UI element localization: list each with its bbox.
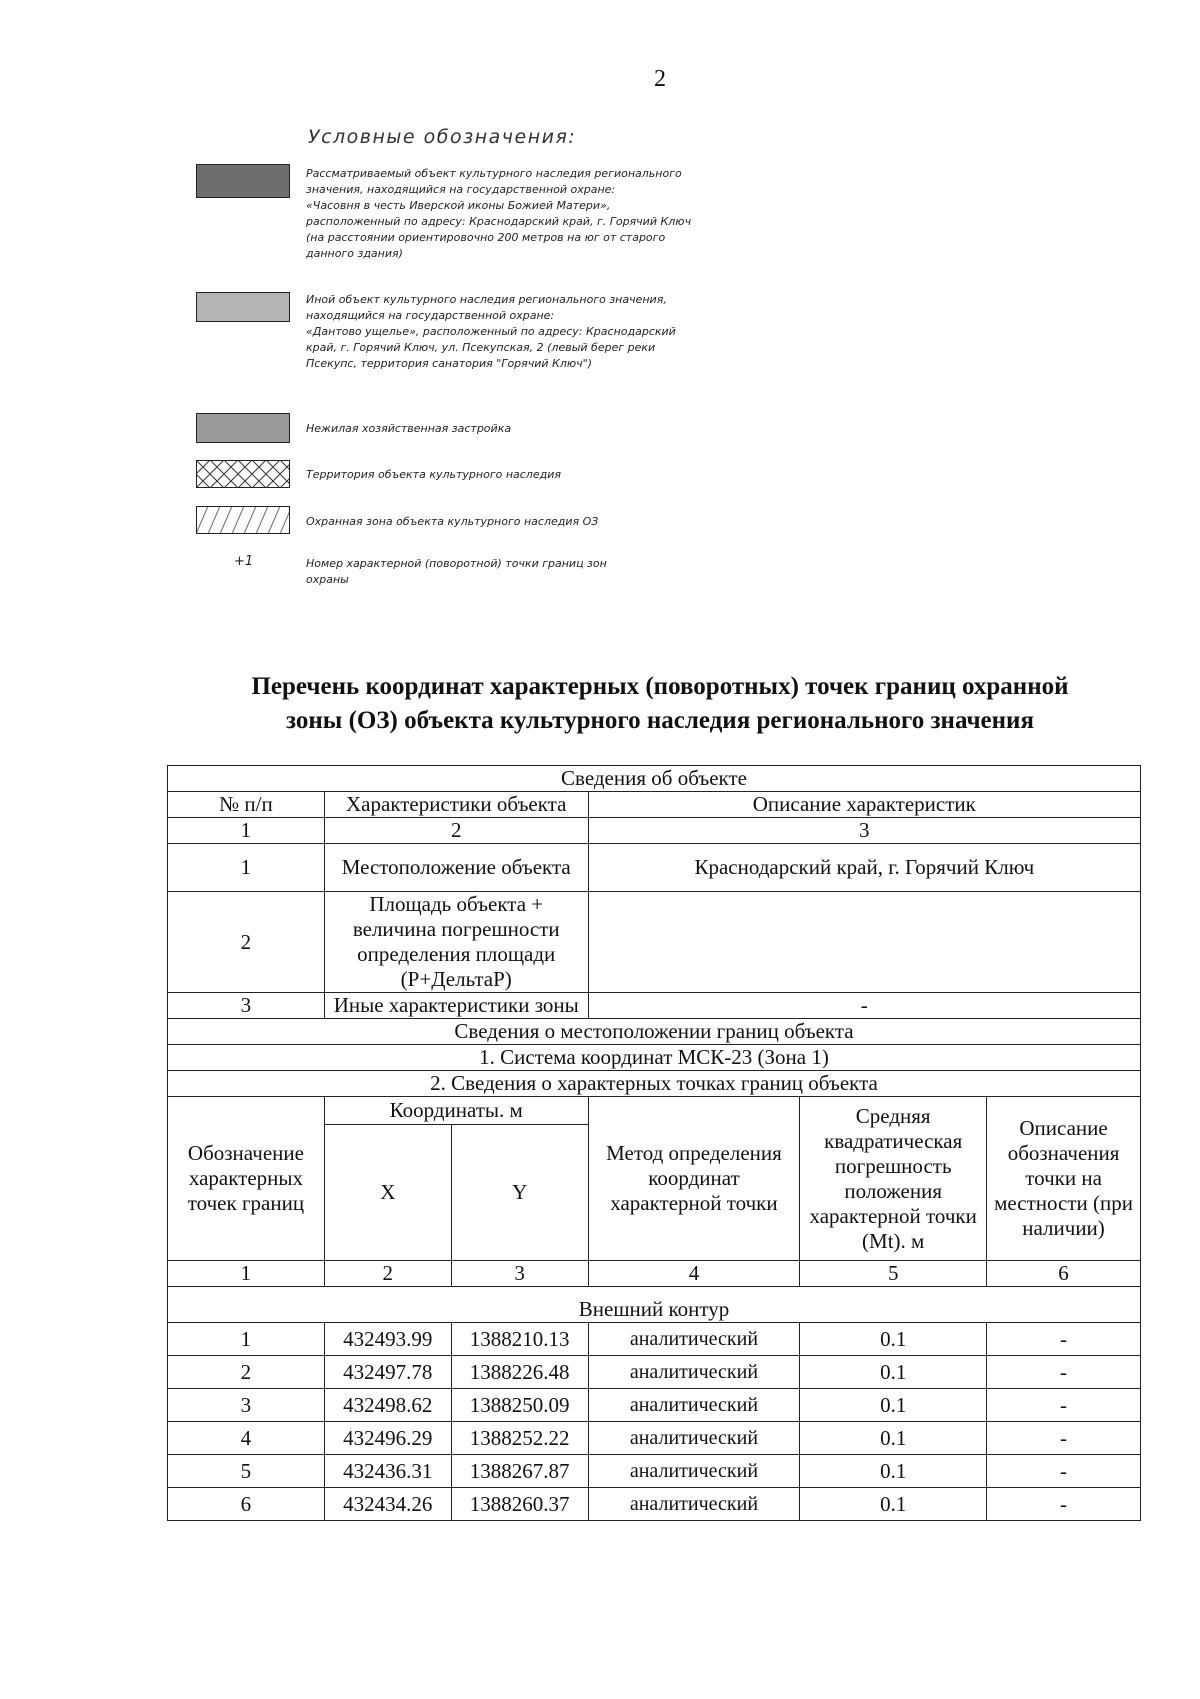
coordinate-x: 432436.31 (324, 1455, 451, 1488)
diagonal-hatch-swatch-icon (196, 506, 290, 534)
table-row (168, 1455, 1141, 1488)
table-cell: 1 (168, 844, 325, 892)
dark-gray-swatch-icon (196, 164, 290, 198)
table-cell: Местоположение объекта (324, 844, 588, 892)
coordinate-x: 432493.99 (324, 1323, 451, 1356)
coordinate-x: 432434.26 (324, 1488, 451, 1521)
coordinate-x: 432496.29 (324, 1422, 451, 1455)
legend-item-text: Территория объекта культурного наследия (306, 468, 561, 481)
crosshatch-swatch-icon (196, 460, 290, 488)
column-number: 3 (588, 818, 1140, 844)
mean-error: 0.1 (800, 1488, 987, 1521)
point-number: 4 (168, 1422, 325, 1455)
point-description: - (987, 1323, 1141, 1356)
point-description: - (987, 1488, 1141, 1521)
table-row (168, 1356, 1141, 1389)
page-number: 2 (654, 66, 666, 92)
table-cell: Краснодарский край, г. Горячий Ключ (588, 844, 1140, 892)
points-title: 2. Сведения о характерных точках границ объекта (168, 1071, 1141, 1097)
point-description: - (987, 1455, 1141, 1488)
table-row (168, 1422, 1141, 1455)
legend-item-text: Нежилая хозяйственная застройка (306, 422, 512, 435)
section-title: Сведения об объекте (168, 766, 1141, 792)
column-header: № п/п (168, 792, 325, 818)
table-row (168, 1261, 1141, 1287)
table-row (168, 844, 1141, 892)
coordinate-y: 1388210.13 (451, 1323, 588, 1356)
column-header: Обозначение характерных точек границ (168, 1097, 325, 1261)
column-header: Координаты. м (324, 1097, 588, 1125)
coordinate-y: 1388250.09 (451, 1389, 588, 1422)
light-gray-swatch-icon (196, 292, 290, 322)
column-header: Описание характеристик (588, 792, 1140, 818)
column-header: Характеристики объекта (324, 792, 588, 818)
table-cell: 3 (168, 993, 325, 1019)
legend-title: Условные обозначения: (308, 126, 577, 148)
column-number: 1 (168, 818, 325, 844)
document-heading (150, 670, 1170, 738)
column-number: 1 (168, 1261, 325, 1287)
table-row (168, 792, 1141, 818)
gray-swatch-icon (196, 413, 290, 443)
section-title: Сведения о местоположении границ объекта (168, 1019, 1141, 1045)
column-number: 4 (588, 1261, 800, 1287)
method: аналитический (588, 1356, 800, 1389)
point-number: 2 (168, 1356, 325, 1389)
contour-title: Внешний контур (168, 1287, 1141, 1323)
table-row (168, 1097, 1141, 1125)
coordinate-y: 1388260.37 (451, 1488, 588, 1521)
mean-error: 0.1 (800, 1455, 987, 1488)
column-number: 6 (987, 1261, 1141, 1287)
table-row (168, 993, 1141, 1019)
mean-error: 0.1 (800, 1356, 987, 1389)
point-number: 1 (168, 1323, 325, 1356)
table-row (168, 1488, 1141, 1521)
method: аналитический (588, 1488, 800, 1521)
mean-error: 0.1 (800, 1323, 987, 1356)
column-header: X (324, 1125, 451, 1261)
table-row (168, 1323, 1141, 1356)
coordinate-y: 1388252.22 (451, 1422, 588, 1455)
coordinate-y: 1388226.48 (451, 1356, 588, 1389)
table-row (168, 1389, 1141, 1422)
legend-item-text: Охранная зона объекта культурного наследия ОЗ (306, 515, 599, 528)
coordinate-y: 1388267.87 (451, 1455, 588, 1488)
column-number: 2 (324, 818, 588, 844)
table-row (168, 892, 1141, 993)
legend-item-text: Рассматриваемый объект культурного наследия регионального значения, находящийся на государственной охране: «Часовня в честь Иверской иконы Божией Матери», расположенный по адресу: Краснодарский край, г. Горячий Ключ (на расстоянии ориентировочно 200 метров на юг от старого данного здания) (306, 167, 692, 260)
column-header: Метод определения координат характерной точки (588, 1097, 800, 1261)
column-number: 2 (324, 1261, 451, 1287)
column-number: 5 (800, 1261, 987, 1287)
point-number: 3 (168, 1389, 325, 1422)
coordinate-system: 1. Система координат МСК-23 (Зона 1) (168, 1045, 1141, 1071)
point-description: - (987, 1356, 1141, 1389)
table-row (168, 1071, 1141, 1097)
point-number: 5 (168, 1455, 325, 1488)
table-cell: Площадь объекта + величина погрешности определения площади (Р+ДельтаР) (324, 892, 588, 993)
point-number-marker: +1 (234, 554, 254, 569)
table-row (168, 766, 1141, 792)
legend-item-text: Иной объект культурного наследия регионального значения, находящийся на государственной охране: «Дантово ущелье», расположенный по адресу: Краснодарский край, г. Горячий Ключ, ул. Псекупская, 2 (левый берег реки Псекупс, территория санатория "Горячий Ключ") (306, 293, 676, 370)
heading-line-1: Перечень координат характерных (поворотных) точек границ охранной (251, 673, 1069, 700)
coordinate-x: 432498.62 (324, 1389, 451, 1422)
legend-item-text: Номер характерной (поворотной) точки границ зон охраны (306, 557, 607, 586)
mean-error: 0.1 (800, 1422, 987, 1455)
column-header: Средняя квадратическая погрешность положения характерной точки (Mt). м (800, 1097, 987, 1261)
table-cell: Иные характеристики зоны (324, 993, 588, 1019)
heading-line-2: зоны (ОЗ) объекта культурного наследия регионального значения (286, 707, 1034, 734)
table-row (168, 1045, 1141, 1071)
coordinates-table (167, 765, 1141, 1521)
method: аналитический (588, 1323, 800, 1356)
column-header: Y (451, 1125, 588, 1261)
method: аналитический (588, 1422, 800, 1455)
table-row (168, 818, 1141, 844)
method: аналитический (588, 1455, 800, 1488)
table-row (168, 1019, 1141, 1045)
mean-error: 0.1 (800, 1389, 987, 1422)
point-description: - (987, 1422, 1141, 1455)
table-row (168, 1287, 1141, 1323)
point-number: 6 (168, 1488, 325, 1521)
table-cell: - (588, 993, 1140, 1019)
coordinate-x: 432497.78 (324, 1356, 451, 1389)
point-description: - (987, 1389, 1141, 1422)
column-number: 3 (451, 1261, 588, 1287)
column-header: Описание обозначения точки на местности (при наличии) (987, 1097, 1141, 1261)
method: аналитический (588, 1389, 800, 1422)
table-cell: 2 (168, 892, 325, 993)
table-cell (588, 892, 1140, 993)
